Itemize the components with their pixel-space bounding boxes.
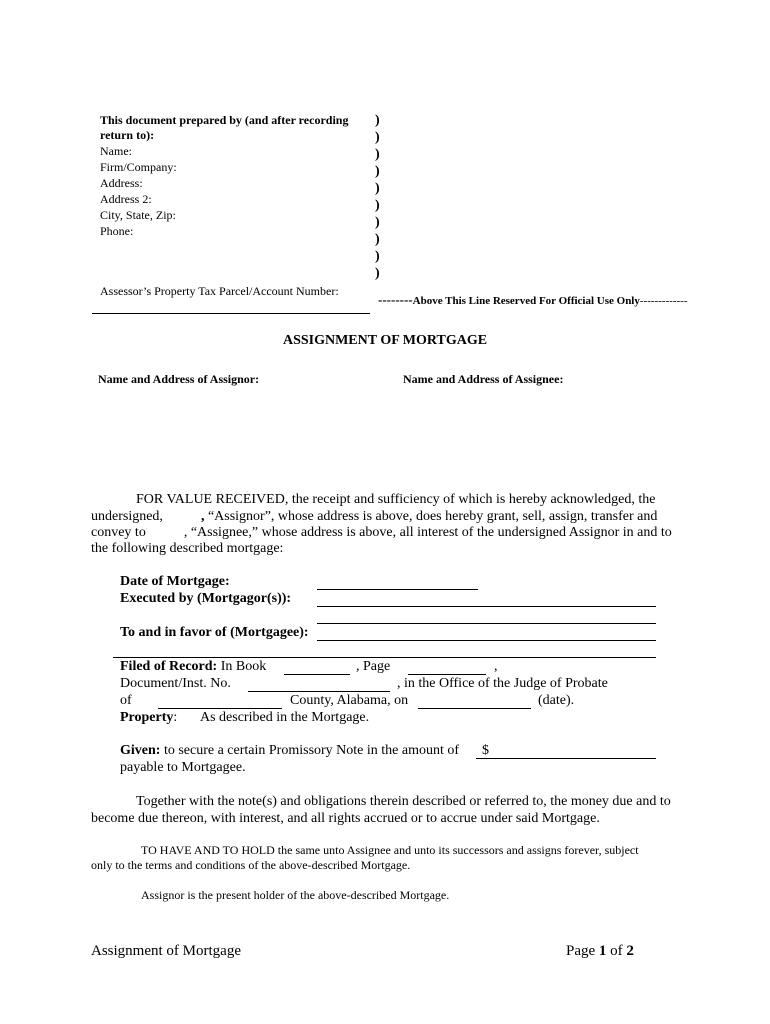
paren-mark: ) bbox=[375, 181, 380, 196]
official-use-notice bbox=[378, 292, 688, 308]
official-use-text: Above This Line Reserved For Official Use Only bbox=[412, 295, 640, 307]
in-favor-of-label: To and in favor of (Mortgagee): bbox=[120, 625, 309, 640]
in-book-text: In Book bbox=[220, 659, 267, 674]
phone-field-label: Phone: bbox=[100, 224, 134, 238]
official-use-dashes-right: ------------- bbox=[639, 295, 688, 307]
paren-mark: ) bbox=[375, 249, 380, 264]
property-colon: : bbox=[173, 710, 178, 725]
page-trailing-comma: , bbox=[494, 659, 498, 674]
property-value: As described in the Mortgage. bbox=[200, 710, 370, 725]
filed-of-record-row bbox=[120, 659, 266, 675]
intro-line-4: the following described mortgage: bbox=[91, 541, 284, 556]
assignee-clause: , “Assignee,” whose address is above, all interest of the undersigned Assignor in and to bbox=[183, 525, 672, 540]
undersigned-text: undersigned, bbox=[91, 509, 163, 524]
intro-line-2 bbox=[91, 509, 657, 525]
mortgagee-line bbox=[317, 640, 656, 641]
date-of-mortgage-line bbox=[317, 589, 478, 590]
convey-to-text: convey to bbox=[91, 525, 146, 540]
parcel-number-line bbox=[92, 313, 370, 314]
prepared-by-label-continued: return to): bbox=[100, 128, 155, 142]
together-line-2: become due thereon, with interest, and all rights accrued or to accrue under said Mortgage. bbox=[91, 811, 600, 826]
page-number-line bbox=[408, 674, 486, 675]
city-state-zip-field-label: City, State, Zip: bbox=[100, 208, 176, 222]
paren-mark: ) bbox=[375, 215, 380, 230]
note-amount-line bbox=[476, 758, 656, 759]
firm-field-label: Firm/Company: bbox=[100, 160, 177, 174]
given-label: Given: bbox=[120, 743, 161, 758]
current-page-number: 1 bbox=[598, 943, 607, 959]
total-page-number: 2 bbox=[626, 943, 634, 959]
assignor-name-comma: , bbox=[200, 509, 205, 524]
mortgagor-line bbox=[317, 606, 656, 607]
county-line bbox=[158, 708, 282, 709]
of-label: of bbox=[120, 693, 132, 708]
recording-date-line bbox=[418, 708, 531, 709]
name-field-label: Name: bbox=[100, 144, 132, 158]
present-holder-text: Assignor is the present holder of the above-described Mortgage. bbox=[141, 888, 450, 902]
document-number-label: Document/Inst. No. bbox=[120, 676, 231, 691]
county-alabama-text: County, Alabama, on bbox=[290, 693, 409, 708]
paren-mark: ) bbox=[375, 164, 380, 179]
habendum-line-1: TO HAVE AND TO HOLD the same unto Assignee and unto its successors and assigns forever, subject bbox=[141, 843, 639, 857]
book-number-line bbox=[284, 674, 350, 675]
parcel-number-label: Assessor’s Property Tax Parcel/Account Number: bbox=[100, 284, 339, 298]
property-row bbox=[120, 710, 177, 726]
date-suffix-text: (date). bbox=[538, 693, 575, 708]
footer-document-name: Assignment of Mortgage bbox=[91, 943, 241, 959]
official-use-dashes-left: -------- bbox=[378, 292, 413, 307]
mortgagor-line-2 bbox=[317, 623, 656, 624]
assignor-heading: Name and Address of Assignor: bbox=[98, 372, 260, 386]
office-of-probate-text: , in the Office of the Judge of Probate bbox=[397, 676, 608, 691]
paren-mark: ) bbox=[375, 266, 380, 281]
executed-by-label: Executed by (Mortgagor(s)): bbox=[120, 591, 292, 606]
habendum-line-2: only to the terms and conditions of the above-described Mortgage. bbox=[91, 858, 411, 872]
given-row bbox=[120, 743, 459, 759]
assignor-clause: “Assignor”, whose address is above, does hereby grant, sell, assign, transfer and bbox=[207, 509, 658, 524]
document-number-line bbox=[248, 691, 390, 692]
payable-text: payable to Mortgagee. bbox=[120, 760, 246, 775]
address2-field-label: Address 2: bbox=[100, 192, 152, 206]
together-line-1: Together with the note(s) and obligations therein described or referred to, the money due and to bbox=[136, 794, 671, 809]
assignee-heading: Name and Address of Assignee: bbox=[403, 372, 564, 386]
date-of-mortgage-label: Date of Mortgage: bbox=[120, 574, 230, 589]
prepared-by-label: This document prepared by (and after recording bbox=[100, 113, 349, 127]
page-text: , Page bbox=[356, 659, 391, 674]
paren-mark: ) bbox=[375, 147, 380, 162]
intro-line-3 bbox=[91, 525, 672, 541]
address-field-label: Address: bbox=[100, 176, 143, 190]
footer-page-indicator bbox=[566, 943, 634, 960]
paren-mark: ) bbox=[375, 198, 380, 213]
page-word: Page bbox=[566, 943, 596, 959]
given-text: to secure a certain Promissory Note in the amount of bbox=[163, 743, 460, 758]
dollar-sign: $ bbox=[482, 743, 489, 758]
filed-of-record-label: Filed of Record: bbox=[120, 659, 218, 674]
intro-line-1: FOR VALUE RECEIVED, the receipt and sufficiency of which is hereby acknowledged, the bbox=[136, 492, 656, 507]
property-label: Property bbox=[120, 710, 174, 725]
paren-mark: ) bbox=[375, 232, 380, 247]
paren-mark: ) bbox=[375, 130, 380, 145]
mortgagee-line-2 bbox=[113, 657, 656, 658]
of-word: of bbox=[610, 943, 623, 959]
paren-mark: ) bbox=[375, 113, 380, 128]
document-title: ASSIGNMENT OF MORTGAGE bbox=[282, 333, 488, 348]
